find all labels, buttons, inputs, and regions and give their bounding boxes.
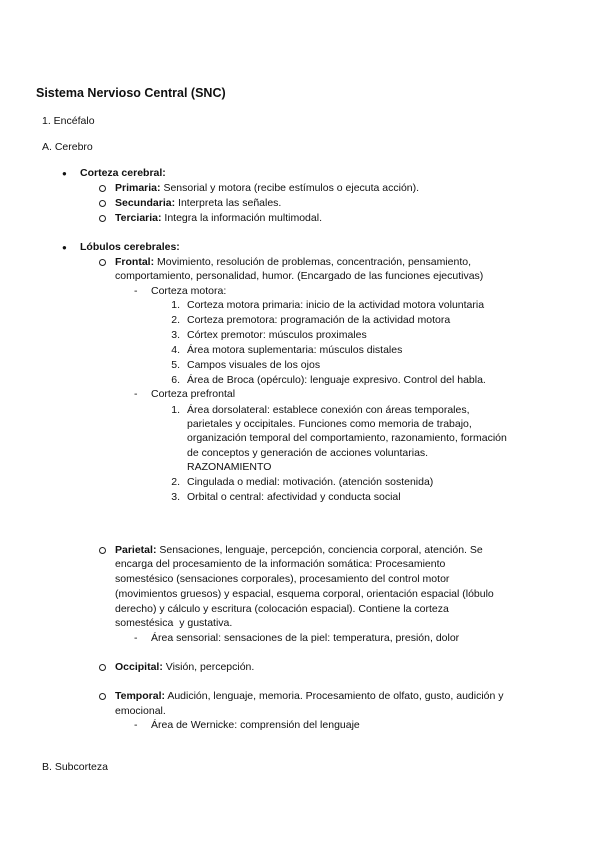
motora-item: Campos visuales de los ojos <box>187 359 321 371</box>
circle-bullet-icon <box>99 215 106 222</box>
item-text: Integra la información multimodal. <box>161 212 322 224</box>
corteza-prefrontal-heading: Corteza prefrontal <box>151 388 236 400</box>
bullet-dot-icon: ● <box>62 169 67 178</box>
section-subcorteza: B. Subcorteza <box>42 761 108 773</box>
dash-bullet: - <box>134 285 138 297</box>
temporal-line2: emocional. <box>115 705 166 717</box>
list-number: 1. <box>171 404 180 416</box>
motora-item: Corteza premotora: programación de la actividad motora <box>187 314 451 326</box>
list-number: 2. <box>171 314 180 326</box>
frontal-label: Frontal: <box>115 256 155 268</box>
temporal-text: Audición, lenguaje, memoria. Procesamiento de olfato, gusto, audición y <box>164 690 504 702</box>
temporal-line1 <box>115 689 504 704</box>
parietal-line: somestésico (sensaciones corporales), procesamiento del control motor <box>115 573 450 585</box>
list-number: 6. <box>171 374 180 386</box>
circle-bullet-icon <box>99 664 106 671</box>
page-title: Sistema Nervioso Central (SNC) <box>36 86 226 100</box>
frontal-text: Movimiento, resolución de problemas, concentración, pensamiento, <box>154 256 471 268</box>
corteza-item-terciaria <box>115 211 322 226</box>
corteza-motora-heading: Corteza motora: <box>151 285 227 297</box>
motora-item: Área motora suplementaria: músculos distales <box>187 344 403 356</box>
parietal-text: Sensaciones, lenguaje, percepción, conciencia corporal, atención. Se <box>156 544 483 556</box>
prefrontal-item1-line: organización temporal del comportamiento, razonamiento, formación <box>187 432 507 444</box>
circle-bullet-icon <box>99 547 106 554</box>
parietal-line: encarga del procesamiento de la información somática: Procesamiento <box>115 558 446 570</box>
circle-bullet-icon <box>99 185 106 192</box>
prefrontal-item1-line: de conceptos y generación de acciones voluntarias. <box>187 447 429 459</box>
item-label: Terciaria: <box>115 212 162 224</box>
parietal-line: derecho) y cálculo y escritura (colocación espacial). Contiene la corteza <box>115 603 449 615</box>
corteza-item-secundaria <box>115 196 281 211</box>
dash-bullet: - <box>134 719 138 731</box>
motora-item: Corteza motora primaria: inicio de la actividad motora voluntaria <box>187 299 485 311</box>
corteza-heading: Corteza cerebral: <box>80 167 166 179</box>
parietal-sub: Área sensorial: sensaciones de la piel: temperatura, presión, dolor <box>151 632 460 644</box>
list-number: 3. <box>171 491 180 503</box>
bullet-dot-icon: ● <box>62 243 67 252</box>
list-number: 1. <box>171 299 180 311</box>
occipital-text: Visión, percepción. <box>162 661 255 673</box>
parietal-line: somestésica y gustativa. <box>115 617 233 629</box>
parietal-label: Parietal: <box>115 544 157 556</box>
dash-bullet: - <box>134 632 138 644</box>
item-text: Interpreta las señales. <box>175 197 282 209</box>
prefrontal-item3: Orbital o central: afectividad y conducta social <box>187 491 401 503</box>
temporal-label: Temporal: <box>115 690 165 702</box>
list-number: 2. <box>171 476 180 488</box>
list-number: 3. <box>171 329 180 341</box>
prefrontal-item1-line: parietales y occipitales. Funciones como memoria de trabajo, <box>187 418 472 430</box>
item-label: Primaria: <box>115 182 161 194</box>
item-label: Secundaria: <box>115 197 176 209</box>
section-cerebro: A. Cerebro <box>42 141 93 153</box>
occipital-line <box>115 660 254 675</box>
prefrontal-item1-line: Área dorsolateral: establece conexión con áreas temporales, <box>187 404 470 416</box>
prefrontal-item2: Cingulada o medial: motivación. (atención sostenida) <box>187 476 434 488</box>
parietal-line: (movimientos gruesos) y espacial, esquema corporal, orientación espacial (lóbulo <box>115 588 494 600</box>
motora-item: Área de Broca (opérculo): lenguaje expresivo. Control del habla. <box>187 374 486 386</box>
circle-bullet-icon <box>99 259 106 266</box>
frontal-line2: comportamiento, personalidad, humor. (Encargado de las funciones ejecutivas) <box>115 270 484 282</box>
list-number: 5. <box>171 359 180 371</box>
occipital-label: Occipital: <box>115 661 163 673</box>
dash-bullet: - <box>134 388 138 400</box>
lobulos-heading: Lóbulos cerebrales: <box>80 241 180 253</box>
circle-bullet-icon <box>99 200 106 207</box>
list-number: 4. <box>171 344 180 356</box>
prefrontal-item1-line: RAZONAMIENTO <box>187 461 272 473</box>
section-encefalo: 1. Encéfalo <box>42 115 95 127</box>
frontal-line1 <box>115 255 471 270</box>
circle-bullet-icon <box>99 693 106 700</box>
parietal-line1 <box>115 543 483 558</box>
corteza-item-primaria <box>115 181 419 196</box>
motora-item: Córtex premotor: músculos proximales <box>187 329 367 341</box>
temporal-sub: Área de Wernicke: comprensión del lenguaje <box>151 719 360 731</box>
item-text: Sensorial y motora (recibe estímulos o ejecuta acción). <box>160 182 420 194</box>
